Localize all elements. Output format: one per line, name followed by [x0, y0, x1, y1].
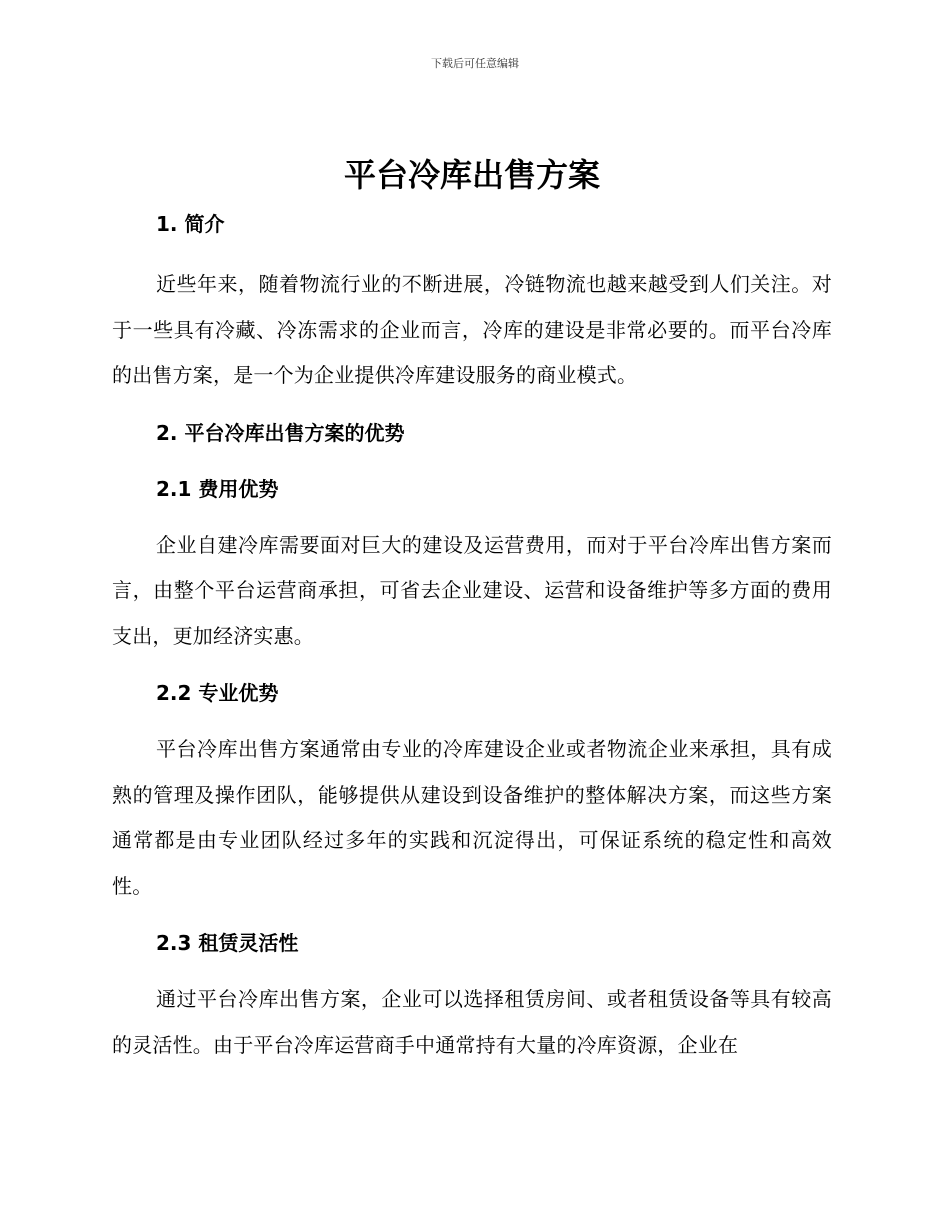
subsection-heading-flexibility: 2.3 租赁灵活性 [156, 931, 299, 955]
page-header-note: 下载后可任意编辑 [431, 57, 519, 70]
subsection-heading-professional: 2.2 专业优势 [156, 681, 279, 705]
document-title: 平台冷库出售方案 [343, 156, 600, 194]
intro-paragraph: 近些年来，随着物流行业的不断进展，冷链物流也越来越受到人们关注。对于一些具有冷藏、冷冻需求的企业而言，冷库的建设是非常必要的。而平台冷库的出售方案，是一个为企业提供冷库建设服务的商业模式。 [112, 272, 832, 387]
subsection-heading-cost: 2.1 费用优势 [156, 476, 279, 501]
section-heading-advantages: 2. 平台冷库出售方案的优势 [156, 420, 405, 445]
cost-paragraph: 企业自建冷库需要面对巨大的建设及运营费用，而对于平台冷库出售方案而言，由整个平台运营商承担，可省去企业建设、运营和设备维护等多方面的费用支出，更加经济实惠。 [112, 532, 832, 648]
professional-paragraph: 平台冷库出售方案通常由专业的冷库建设企业或者物流企业来承担，具有成熟的管理及操作团队，能够提供从建设到设备维护的整体解决方案，而这些方案通常都是由专业团队经过多年的实践和沉淀得出，可保证系统的稳定性和高效性。 [112, 737, 832, 898]
section-heading-intro: 1. 简介 [156, 212, 225, 236]
flexibility-paragraph: 通过平台冷库出售方案，企业可以选择租赁房间、或者租赁设备等具有较高的灵活性。由于平台冷库运营商手中通常持有大量的冷库资源，企业在 [112, 987, 832, 1057]
document-body [112, 146, 832, 1068]
